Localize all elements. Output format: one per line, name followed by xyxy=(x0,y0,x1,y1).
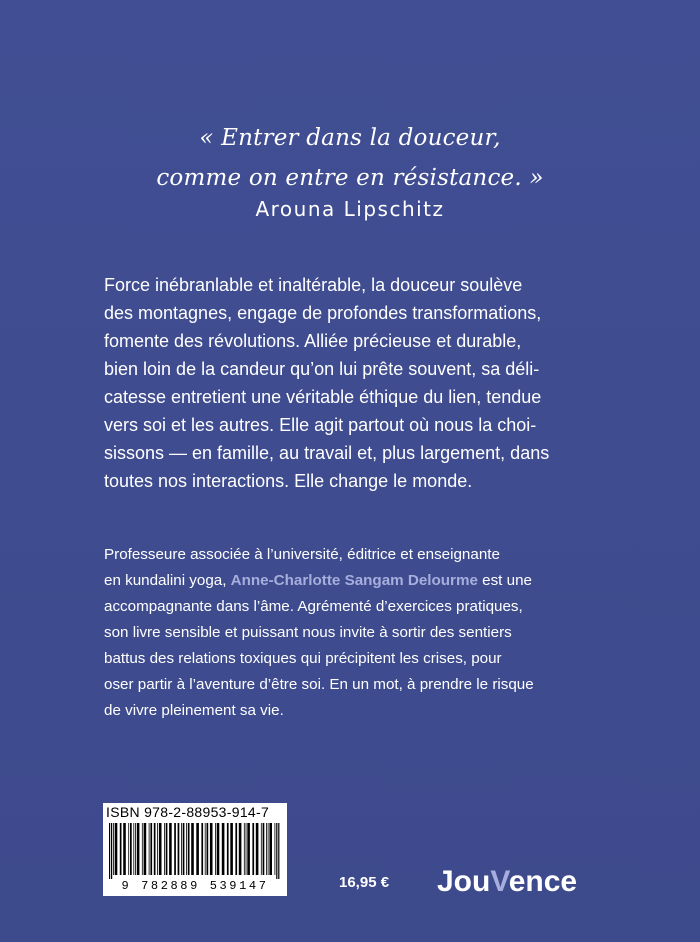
barcode-bar xyxy=(239,823,242,875)
barcode-guard-bar xyxy=(278,823,279,879)
blurb-line: vers soi et les autres. Elle agit partout où nous la choi- xyxy=(104,415,537,435)
barcode-bar xyxy=(247,823,250,875)
author-bio-paragraph xyxy=(104,542,604,724)
barcode-bar xyxy=(210,823,213,875)
barcode-bar xyxy=(169,823,172,875)
barcode-bar xyxy=(207,823,209,875)
barcode-bar xyxy=(166,823,168,875)
barcode-bar xyxy=(149,823,150,875)
barcode-bar xyxy=(252,823,254,875)
barcode-guard-bar xyxy=(111,823,112,879)
barcode-bar xyxy=(142,823,143,875)
blurb-line: catesse entretient une véritable éthique du lien, tendue xyxy=(104,387,542,407)
barcode-bar xyxy=(128,823,129,875)
epigraph-quote xyxy=(0,118,700,198)
quote-author: Arouna Lipschitz xyxy=(255,197,445,221)
barcode-bar xyxy=(256,823,259,875)
blurb-line: bien loin de la candeur qu’on lui prête souvent, sa déli- xyxy=(104,359,540,379)
ean-digits: 9 782889 539147 xyxy=(121,879,269,893)
barcode-bar xyxy=(263,823,265,875)
barcode-bar xyxy=(174,823,176,875)
barcode-bar xyxy=(120,823,122,875)
isbn-barcode xyxy=(103,803,287,896)
barcode-bar xyxy=(150,823,152,875)
barcode-bar xyxy=(191,823,194,875)
publisher-logo-text: JouVence xyxy=(437,865,578,898)
bio-text: est une xyxy=(477,572,532,589)
blurb-line: toutes nos interactions. Elle change le monde. xyxy=(104,471,473,491)
barcode-bar xyxy=(133,823,134,875)
barcode-bar xyxy=(261,823,262,875)
barcode-bar xyxy=(157,823,158,875)
barcode-bar xyxy=(244,823,245,875)
blurb-line: des montagnes, engage de profondes transformations, xyxy=(104,303,542,323)
barcode-bar xyxy=(123,823,126,875)
barcode-bar xyxy=(196,823,199,875)
blurb-line: sissons — en famille, au travail et, plus largement, dans xyxy=(104,443,550,463)
barcode-guard-bar xyxy=(276,823,277,879)
barcode-bar xyxy=(222,823,225,875)
publisher-logo xyxy=(437,862,597,898)
barcode-bar xyxy=(268,823,269,875)
barcode-bar xyxy=(266,823,267,875)
barcode-bar xyxy=(215,823,216,875)
bio-line: oser partir à l’aventure d’être soi. En un mot, à prendre le risque xyxy=(104,676,534,693)
barcode-bar xyxy=(113,823,114,875)
bio-line: son livre sensible et puissant nous invite à sortir des sentiers xyxy=(104,624,512,641)
blurb-line: Force inébranlable et inaltérable, la douceur soulève xyxy=(104,275,523,295)
bio-line: Professeure associée à l’université, éditrice et enseignante xyxy=(104,546,500,563)
barcode-bar xyxy=(130,823,132,875)
bio-line: accompagnante dans l’âme. Agrémenté d’exercices pratiques, xyxy=(104,598,523,615)
blurb-line: fomente des révolutions. Alliée précieuse et durable, xyxy=(104,331,522,351)
barcode-bar xyxy=(246,823,247,875)
barcode-bar xyxy=(178,823,180,875)
bio-line: de vivre pleinement sa vie. xyxy=(104,702,284,719)
barcode-bars xyxy=(107,823,283,879)
barcode-bar xyxy=(135,823,136,875)
barcode-bar xyxy=(269,823,272,875)
author-name-highlight: Anne-Charlotte Sangam Delourme xyxy=(230,572,478,589)
isbn-number: ISBN 978-2-88953-914-7 xyxy=(106,804,270,820)
barcode-bar xyxy=(183,823,185,875)
barcode-bar xyxy=(137,823,140,875)
barcode-bar xyxy=(235,823,237,875)
quote-line-1: « Entrer dans la douceur, xyxy=(199,125,501,151)
barcode-bar xyxy=(230,823,233,875)
barcode-bar xyxy=(186,823,187,875)
barcode-bar xyxy=(201,823,203,875)
bio-text: en kundalini yoga, xyxy=(104,572,231,589)
bio-line xyxy=(104,568,604,594)
barcode-bar xyxy=(144,823,147,875)
barcode-bar xyxy=(154,823,156,875)
quote-line-2: comme on entre en résistance. » xyxy=(156,165,544,191)
barcode-guard-bar xyxy=(109,823,110,879)
price-label: 16,95 € xyxy=(339,874,390,891)
blurb-paragraph xyxy=(104,271,604,495)
barcode-bar xyxy=(205,823,206,875)
barcode-bar xyxy=(159,823,162,875)
barcode-bar xyxy=(217,823,220,875)
barcode-bar xyxy=(188,823,190,875)
barcode-bar xyxy=(227,823,229,875)
barcode-bar xyxy=(181,823,182,875)
barcode-bar xyxy=(164,823,165,875)
barcode-bar xyxy=(275,823,276,875)
barcode-bar xyxy=(115,823,118,875)
bio-line: battus des relations toxiques qui précipitent les crises, pour xyxy=(104,650,502,667)
